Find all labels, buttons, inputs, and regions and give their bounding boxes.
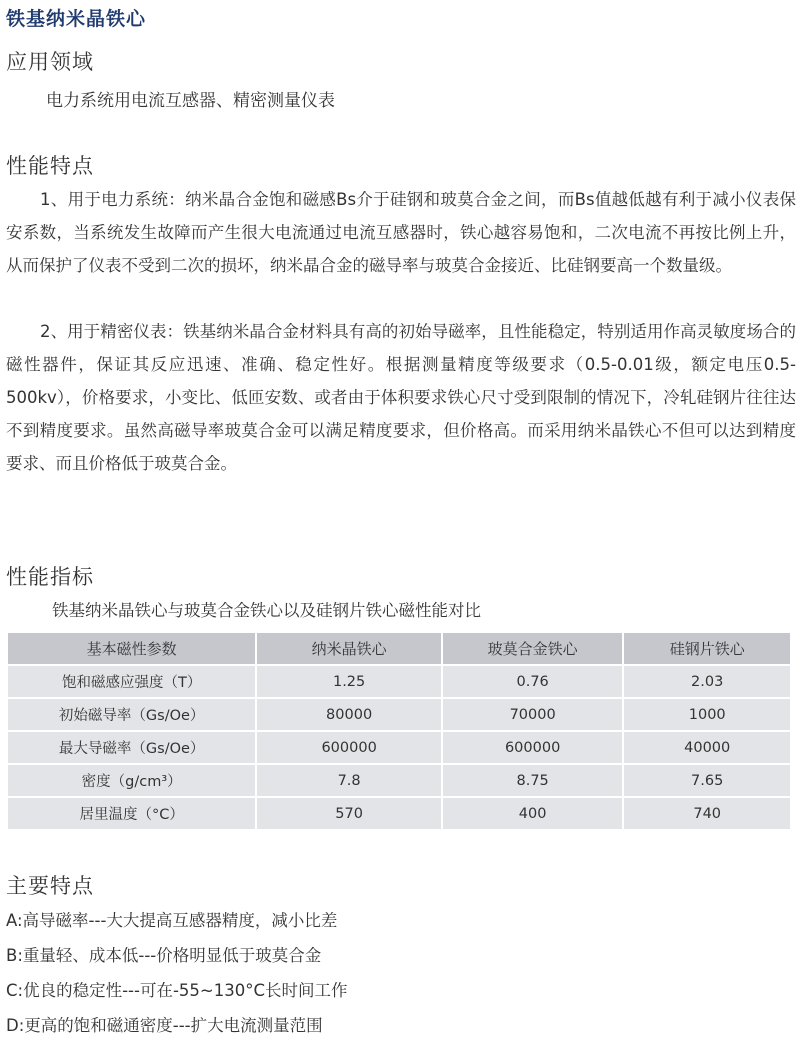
application-text: 电力系统用电流互感器、精密测量仪表 xyxy=(46,91,335,111)
paragraph-1-text: 1、用于电力系统：纳米晶合金饱和磁感Bs介于硅钢和玻莫合金之间，而Bs值越低越有利于减小仪表保安系数，当系统发生故障而产生很大电流通过电流互感器时，铁心越容易饱和，二次电流不再按比例上升，从而保护了仪表不受到二次的损坏，纳米晶合金的磁导率与玻莫合金接近、比硅钢要高一个数量级。 xyxy=(6,190,796,275)
table-row xyxy=(7,764,791,797)
table-row xyxy=(7,797,791,830)
feature-item-c: C:优良的稳定性---可在-55~130°C长时间工作 xyxy=(6,981,348,1000)
application-heading: 应用领域 xyxy=(6,50,94,74)
column-header: 硅钢片铁心 xyxy=(623,632,791,665)
column-header: 基本磁性参数 xyxy=(7,632,256,665)
table-caption: 铁基纳米晶铁心与玻莫合金铁心以及硅钢片铁心磁性能对比 xyxy=(52,601,481,620)
table-cell: 1.25 xyxy=(256,665,442,698)
table-cell: 最大导磁率（Gs/Oe） xyxy=(7,731,256,764)
table-cell: 7.65 xyxy=(623,764,791,797)
table-cell: 570 xyxy=(256,797,442,830)
table-row xyxy=(7,665,791,698)
table-cell: 600000 xyxy=(442,731,624,764)
table-cell: 7.8 xyxy=(256,764,442,797)
feature-item-d: D:更高的饱和磁通密度---扩大电流测量范围 xyxy=(6,1016,323,1035)
feature-item-a: A:高导磁率---大大提高互感器精度，减小比差 xyxy=(6,911,338,930)
table-cell: 40000 xyxy=(623,731,791,764)
performance-features-heading: 性能特点 xyxy=(6,154,94,178)
table-cell: 居里温度（°C） xyxy=(7,797,256,830)
table-cell: 密度（g/cm³） xyxy=(7,764,256,797)
column-header: 纳米晶铁心 xyxy=(256,632,442,665)
performance-index-heading: 性能指标 xyxy=(6,565,94,589)
main-features-heading: 主要特点 xyxy=(6,874,94,898)
performance-paragraph-1 xyxy=(6,183,796,282)
table-cell: 8.75 xyxy=(442,764,624,797)
table-cell: 600000 xyxy=(256,731,442,764)
paragraph-2-text: 2、用于精密仪表：铁基纳米晶合金材料具有高的初始导磁率，且性能稳定，特别适用作高灵敏度场合的磁性器件，保证其反应迅速、准确、稳定性好。根据测量精度等级要求（0.5-0.01级，额定电压0.5-500kv），价格要求，小变比、低匝安数、或者由于体积要求铁心尺寸受到限制的情况下，冷轧硅钢片往往达不到精度要求。虽然高磁导率玻莫合金可以满足精度要求，但价格高。而采用纳米晶铁心不但可以达到精度要求、而且价格低于玻莫合金。 xyxy=(6,322,796,473)
table-row xyxy=(7,698,791,731)
table-cell: 70000 xyxy=(442,698,624,731)
page-title: 铁基纳米晶铁心 xyxy=(6,8,147,30)
feature-item-b: B:重量轻、成本低---价格明显低于玻莫合金 xyxy=(6,946,322,965)
column-header: 玻莫合金铁心 xyxy=(442,632,624,665)
magnetic-comparison-table xyxy=(6,631,792,831)
table-cell: 0.76 xyxy=(442,665,624,698)
table-row xyxy=(7,731,791,764)
table-cell: 740 xyxy=(623,797,791,830)
table-cell: 80000 xyxy=(256,698,442,731)
table-cell: 初始磁导率（Gs/Oe） xyxy=(7,698,256,731)
table-cell: 1000 xyxy=(623,698,791,731)
table-header-row xyxy=(7,632,791,665)
table-cell: 2.03 xyxy=(623,665,791,698)
performance-paragraph-2 xyxy=(6,315,796,480)
table-cell: 饱和磁感应强度（T） xyxy=(7,665,256,698)
table-cell: 400 xyxy=(442,797,624,830)
